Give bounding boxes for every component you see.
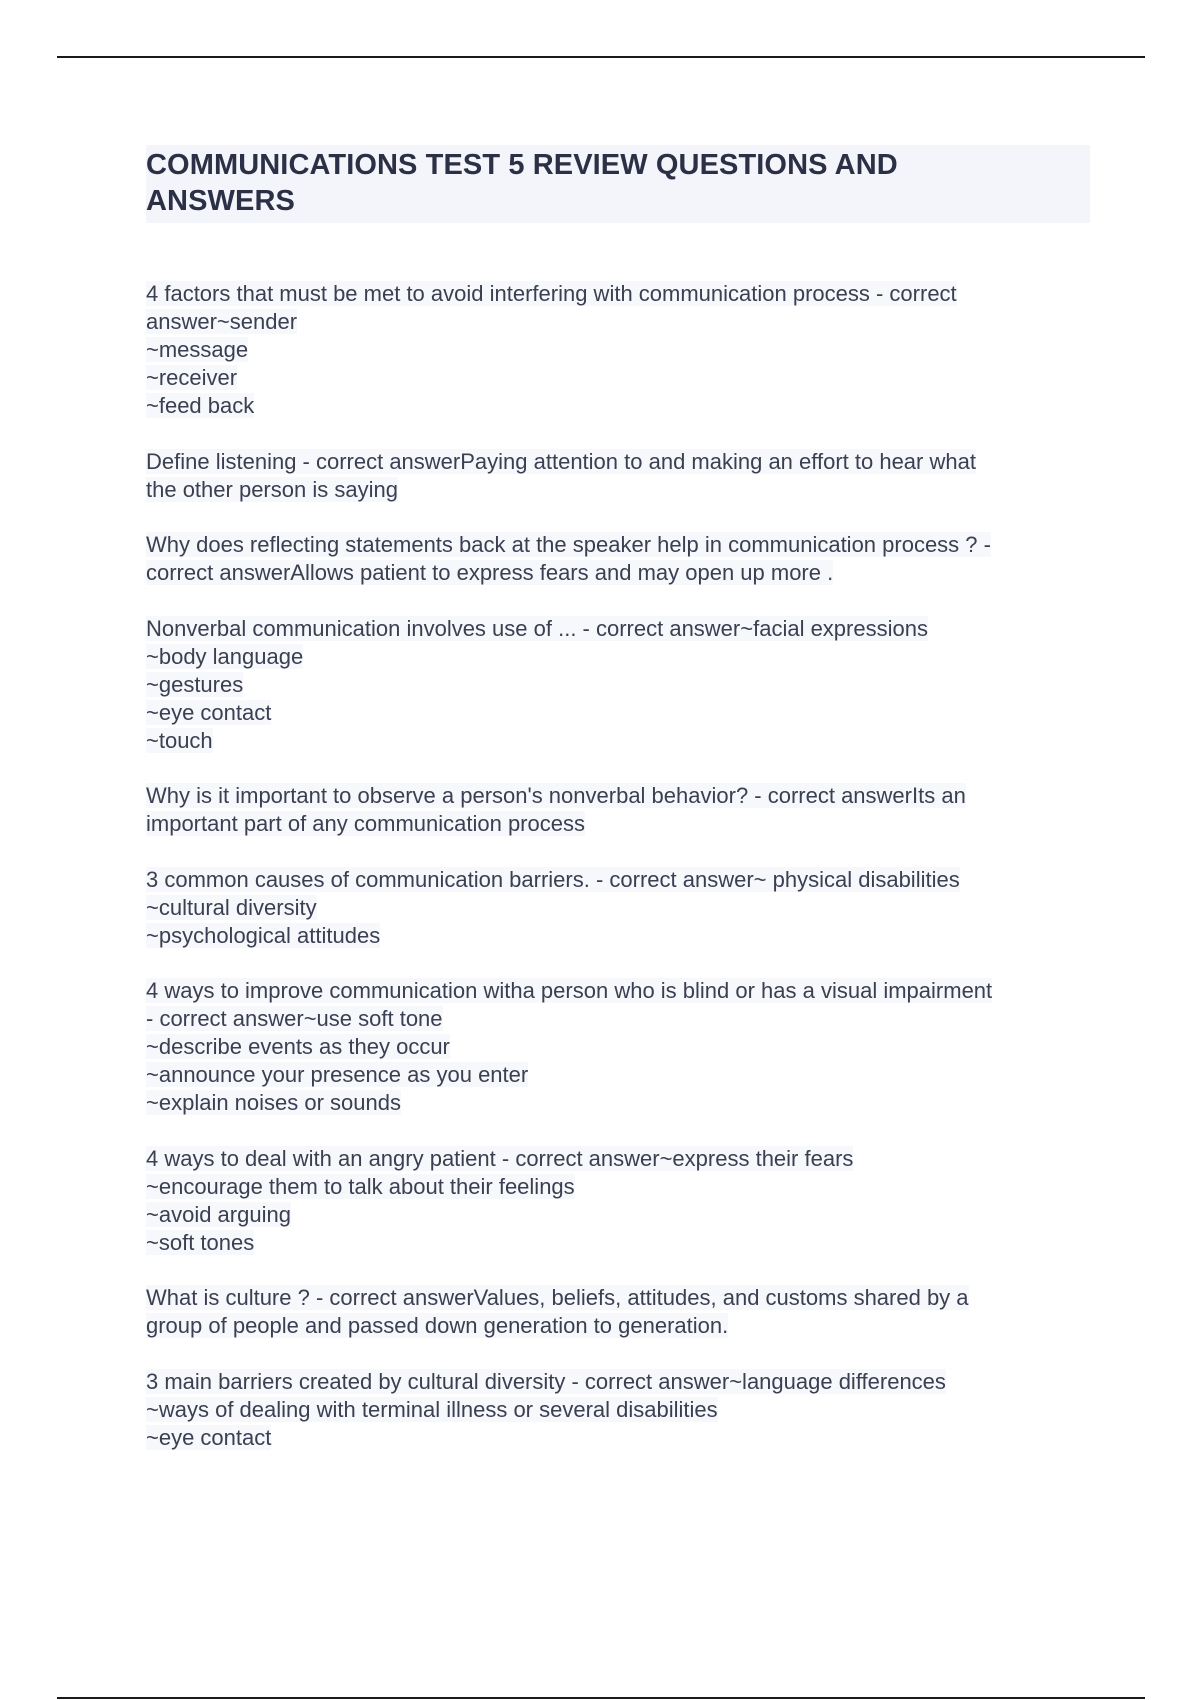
qa-line: [146, 1061, 1090, 1089]
qa-line: [146, 476, 1090, 504]
qa-line: [146, 866, 1090, 894]
qa-line: [146, 364, 1090, 392]
qa-line-text: ~message: [146, 337, 249, 362]
qa-line-text: ~touch: [146, 727, 213, 753]
qa-line: [146, 1368, 1090, 1396]
qa-line-text: Define listening - correct answerPaying attention to and making an effort to hear what: [146, 448, 976, 474]
qa-line-text: Why does reflecting statements back at the speaker help in communication process ? -: [146, 532, 991, 557]
qa-line-text: ~encourage them to talk about their feelings: [146, 1173, 575, 1199]
qa-line: [146, 671, 1090, 699]
qa-line-text: the other person is saying: [146, 476, 398, 502]
qa-line: [146, 1033, 1090, 1061]
qa-line: [146, 1089, 1090, 1117]
qa-item: [146, 866, 1090, 950]
qa-line: [146, 727, 1090, 755]
qa-line: [146, 643, 1090, 671]
qa-line: [146, 1201, 1090, 1229]
qa-item: [146, 782, 1090, 838]
qa-item: [146, 280, 1090, 420]
footer-rule: [57, 1697, 1145, 1699]
qa-line-text: group of people and passed down generation to generation.: [146, 1313, 729, 1338]
qa-line-text: - correct answer~use soft tone: [146, 1006, 443, 1031]
qa-line: [146, 280, 1090, 308]
qa-line-text: ~soft tones: [146, 1229, 255, 1255]
qa-line-text: ~body language: [146, 643, 304, 669]
qa-line: [146, 1396, 1090, 1424]
qa-line: [146, 559, 1090, 587]
qa-line-text: answer~sender: [146, 309, 298, 334]
qa-line: [146, 922, 1090, 950]
qa-line-text: ~receiver: [146, 365, 238, 390]
qa-line-text: 4 factors that must be met to avoid interfering with communication process - correct: [146, 281, 957, 306]
qa-line-text: ~ways of dealing with terminal illness or several disabilities: [146, 1396, 718, 1422]
qa-line-text: ~avoid arguing: [146, 1201, 291, 1227]
page-title-line-1: COMMUNICATIONS TEST 5 REVIEW QUESTIONS AND: [146, 149, 898, 181]
qa-line: [146, 1005, 1090, 1033]
qa-line-text: Nonverbal communication involves use of ... - correct answer~facial expressions: [146, 615, 928, 641]
qa-line: [146, 336, 1090, 364]
qa-list: [146, 280, 1090, 1452]
qa-line-text: Why is it important to observe a person's nonverbal behavior? - correct answerIts an: [146, 783, 966, 808]
document-body: [146, 145, 1090, 1479]
qa-item: [146, 448, 1090, 504]
qa-line: [146, 448, 1090, 476]
qa-line: [146, 699, 1090, 727]
qa-line-text: ~describe events as they occur: [146, 1034, 450, 1059]
qa-line: [146, 1424, 1090, 1452]
qa-line-text: 3 main barriers created by cultural diversity - correct answer~language differences: [146, 1368, 946, 1394]
qa-line: [146, 531, 1090, 559]
qa-line: [146, 1173, 1090, 1201]
qa-line: [146, 1145, 1090, 1173]
qa-line: [146, 1312, 1090, 1340]
qa-line-text: ~gestures: [146, 671, 244, 697]
qa-line-text: ~explain noises or sounds: [146, 1090, 401, 1115]
qa-line-text: correct answerAllows patient to express fears and may open up more .: [146, 560, 834, 585]
qa-line-text: ~eye contact: [146, 1424, 272, 1450]
qa-line-text: ~cultural diversity: [146, 894, 317, 920]
qa-item: [146, 1368, 1090, 1452]
qa-item: [146, 531, 1090, 587]
qa-line-text: ~feed back: [146, 393, 255, 418]
qa-line: [146, 810, 1090, 838]
qa-item: [146, 977, 1090, 1117]
qa-line: [146, 1229, 1090, 1257]
qa-line-text: 3 common causes of communication barriers. - correct answer~ physical disabilities: [146, 866, 960, 892]
header-rule: [57, 56, 1145, 58]
qa-line: [146, 308, 1090, 336]
qa-line: [146, 1284, 1090, 1312]
qa-line: [146, 782, 1090, 810]
qa-line-text: ~psychological attitudes: [146, 922, 381, 948]
qa-item: [146, 1145, 1090, 1257]
page-title: [146, 145, 1090, 223]
page-title-line-2: ANSWERS: [146, 185, 295, 217]
qa-line-text: important part of any communication process: [146, 811, 585, 836]
qa-item: [146, 615, 1090, 755]
qa-line-text: What is culture ? - correct answerValues, beliefs, attitudes, and customs shared by a: [146, 1285, 969, 1310]
qa-item: [146, 1284, 1090, 1340]
qa-line: [146, 894, 1090, 922]
qa-line-text: 4 ways to improve communication witha person who is blind or has a visual impairment: [146, 978, 993, 1003]
qa-line: [146, 615, 1090, 643]
qa-line-text: ~eye contact: [146, 699, 272, 725]
qa-line: [146, 977, 1090, 1005]
qa-line-text: 4 ways to deal with an angry patient - correct answer~express their fears: [146, 1145, 854, 1171]
qa-line: [146, 392, 1090, 420]
qa-line-text: ~announce your presence as you enter: [146, 1062, 529, 1087]
